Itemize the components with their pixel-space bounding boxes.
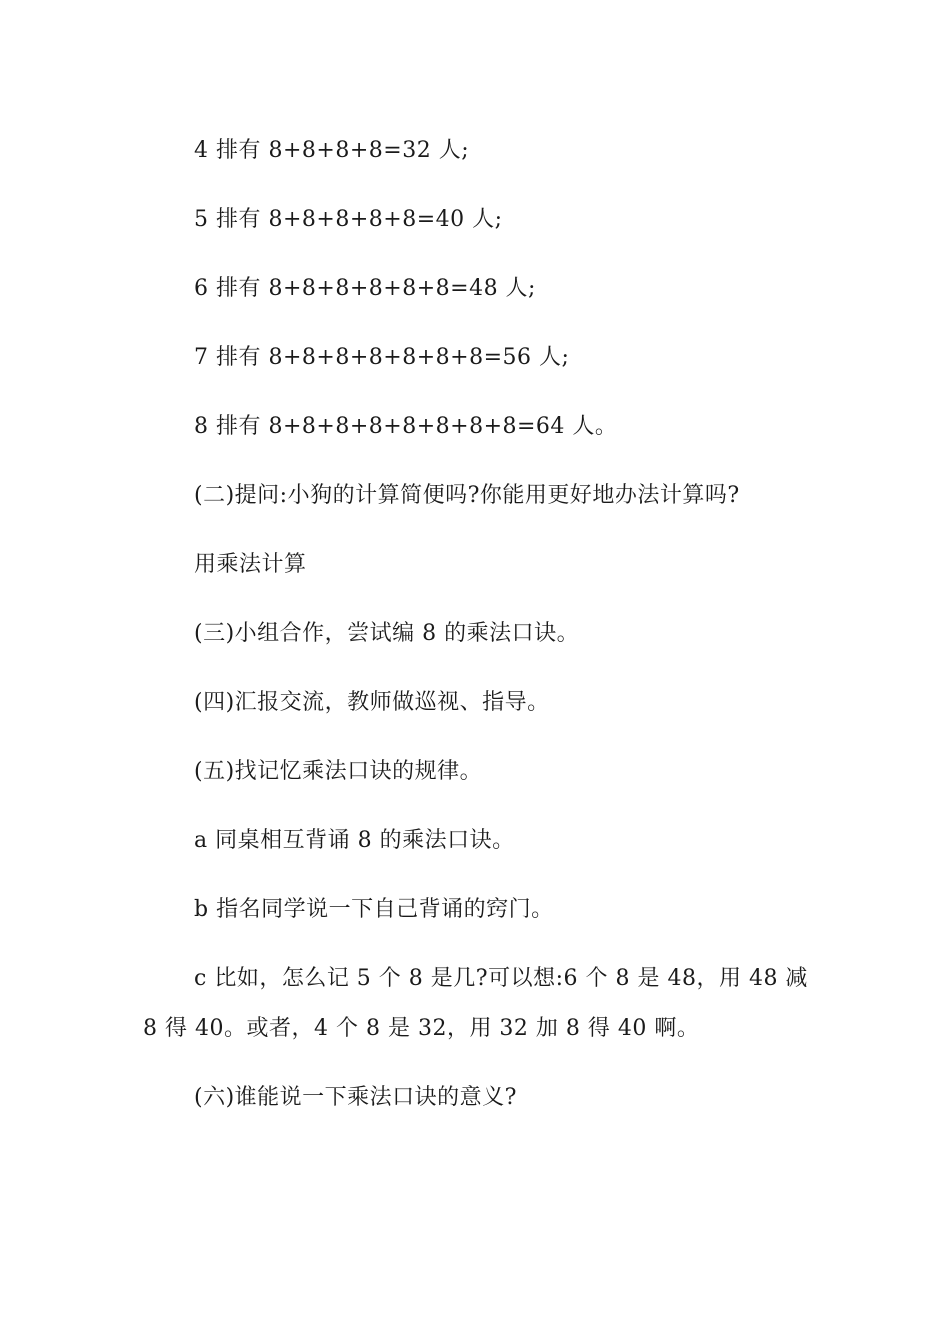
text-line-item-a: a 同桌相互背诵 8 的乘法口诀。	[194, 828, 515, 853]
text-line-group-work: (三)小组合作，尝试编 8 的乘法口诀。	[194, 621, 580, 646]
text-line-rows-7: 7 排有 8+8+8+8+8+8+8=56 人;	[194, 345, 570, 370]
text-line-item-b: b 指名同学说一下自己背诵的窍门。	[194, 897, 554, 922]
text-line-find-pattern: (五)找记忆乘法口诀的规律。	[194, 759, 483, 784]
text-line-item-c-continued: 8 得 40。或者，4 个 8 是 32，用 32 加 8 得 40 啊。	[143, 1016, 700, 1041]
text-line-item-c: c 比如，怎么记 5 个 8 是几?可以想:6 个 8 是 48，用 48 减	[194, 966, 808, 991]
text-line-rows-5: 5 排有 8+8+8+8+8=40 人;	[194, 207, 503, 232]
text-line-report: (四)汇报交流，教师做巡视、指导。	[194, 690, 550, 715]
text-line-meaning-question: (六)谁能说一下乘法口诀的意义?	[194, 1085, 517, 1110]
text-line-rows-6: 6 排有 8+8+8+8+8+8=48 人;	[194, 276, 536, 301]
text-line-rows-8: 8 排有 8+8+8+8+8+8+8+8=64 人。	[194, 414, 618, 439]
text-line-rows-4: 4 排有 8+8+8+8=32 人;	[194, 138, 470, 163]
text-line-question: (二)提问:小狗的计算简便吗?你能用更好地办法计算吗?	[194, 483, 740, 508]
text-line-use-multiplication: 用乘法计算	[194, 552, 307, 577]
